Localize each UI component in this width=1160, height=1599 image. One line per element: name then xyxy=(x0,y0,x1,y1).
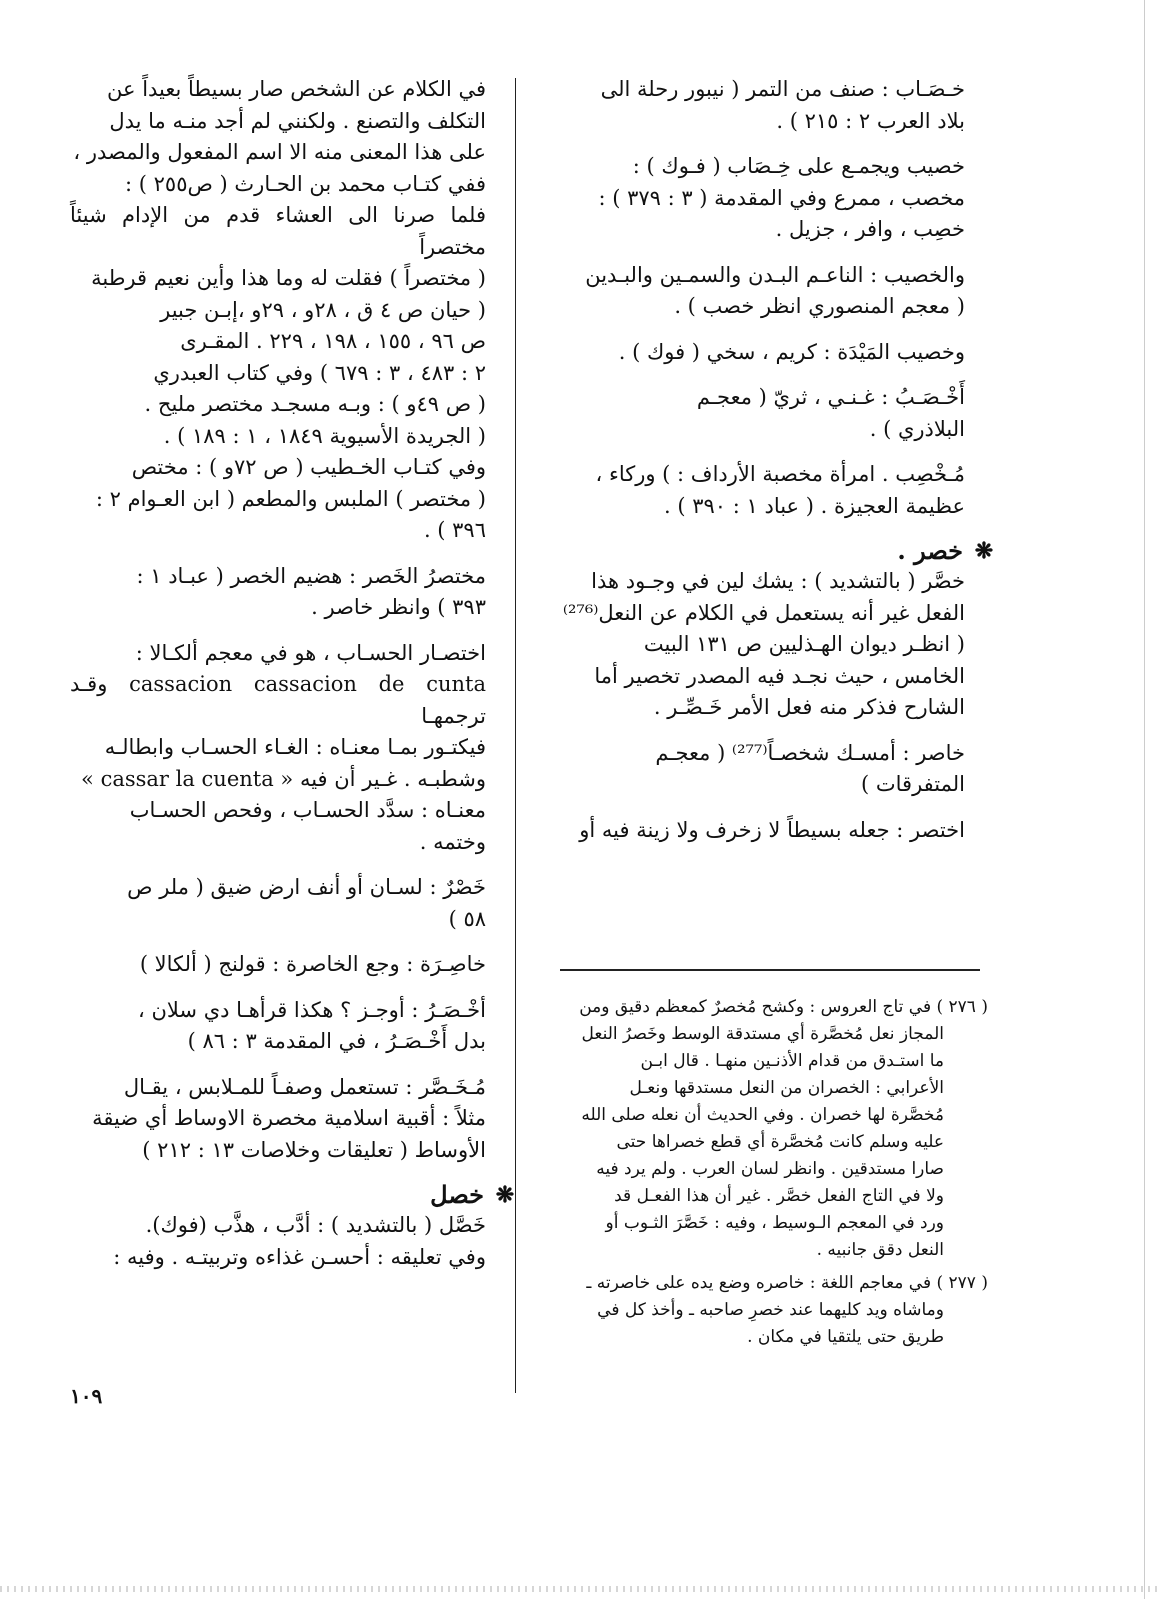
footnote-line: وماشاه ويد كليهما عند خصرِ صاحبه ـ وأخذ كل في xyxy=(597,1300,944,1320)
text-line: ٥٨ ) xyxy=(448,906,486,931)
text-line: خصيب ويجمـع على خِـصَاب ( فـوك ) : xyxy=(632,154,965,178)
text-line: بلاد العرب ۲ : ٢١٥ ) . xyxy=(776,108,965,133)
text-line: خَصْرٌ : لسـان أو أنف ارض ضيق ( ملر ص xyxy=(127,875,486,899)
text-line: الخامس ، حيث نجـد فيه المصدر تخصير أما xyxy=(594,663,965,688)
text-line: خاصر : أمسـك شخصـاً⁽²⁷⁷⁾ ( معجـم xyxy=(655,740,965,765)
footnote-line xyxy=(540,994,988,1021)
text-line: في الكلام عن الشخص صار بسيطاً بعيداً عن xyxy=(107,77,486,101)
text-line: ٣٩٣ ) وانظر خاصر . xyxy=(311,595,486,619)
footnote-number: ( ٢٧٧ ) xyxy=(936,1273,988,1293)
text-line: فيكتـور بمـا معنـاه : الغـاء الحسـاب وابطالـه xyxy=(104,735,486,759)
footnote-line: ما استـدق من قدام الأذنـين منهـا . قال ابـن xyxy=(640,1051,944,1071)
entry-khasib-almayda xyxy=(545,337,965,369)
footnote-line: طريق حتى يلتقيا في مكان . xyxy=(747,1327,944,1347)
text-line: وختمه . xyxy=(419,829,486,854)
text-line: فلما صرنا الى العشاء قدم من الإدام شيئاً مختصراً xyxy=(70,203,486,259)
entry-khasib xyxy=(545,151,965,246)
right-column xyxy=(545,74,994,860)
text-line: مخصب ، ممرع وفي المقدمة ( ٣ : ٣٧٩ ) : xyxy=(598,185,965,210)
section-title: خصل xyxy=(430,1180,484,1209)
text-line: خصَّر ( بالتشديد ) : يشك لين في وجـود هذا xyxy=(591,569,965,593)
footnote-text: في معاجم اللغة : خاصره وضع يده على خاصرته ـ xyxy=(586,1273,932,1293)
page-edge-line xyxy=(1144,0,1145,1599)
text-line: على هذا المعنى منه الا اسم المفعول والمصدر ، xyxy=(73,140,486,164)
scan-bottom-edge xyxy=(0,1586,1160,1592)
text-line: مثلاً : أقبية اسلامية مخصرة الاوساط أي ضيقة xyxy=(92,1106,486,1130)
entry-mukhsib xyxy=(545,459,965,522)
text-line: البلاذري ) . xyxy=(869,416,965,441)
entry-mukhassar xyxy=(70,1072,486,1167)
footnote-line: ولا في التاج الفعل خصَّر . غير أن هذا الفعـل قد xyxy=(614,1186,944,1206)
text-line: cassacion cassacion de cunta وقـد ترجمهـا xyxy=(70,672,486,728)
footnote-line: النعل دقق جانبيه . xyxy=(816,1240,944,1260)
text-line: خاصِـرَة : وجع الخاصرة : قولنج ( ألكالا ) xyxy=(139,952,486,976)
text-line: الشارح فذكر منه فعل الأمر خَـصِّـر . xyxy=(653,695,965,719)
footnote-text: في تاج العروس : وكشح مُخصرٌ كمعظم دقيق ومن xyxy=(579,997,932,1017)
entry-khisab xyxy=(545,74,965,137)
text-line: خَصَّل ( بالتشديد ) : أدَّب ، هذَّب (فوك). xyxy=(145,1213,486,1237)
text-line: ٢ : ٤٨٣ ، ٣ : ٦٧٩ ) وفي كتاب العبدري xyxy=(153,360,486,385)
footnote-line xyxy=(540,1270,988,1297)
section-heading-khasal xyxy=(70,1180,515,1210)
entry-khasar xyxy=(545,738,965,801)
footnote-line: عليه وسلم كانت مُخصَّرة أي قطع خصراها حتى xyxy=(616,1132,944,1152)
text-line: خـصَـاب : صنف من التمر ( نيبور رحلة الى xyxy=(600,77,965,101)
footnote-line: الأعرابي : الخصران من النعل مستدقها ونعـل xyxy=(629,1078,944,1098)
entry-ikhtasar-continued xyxy=(70,74,486,547)
text-line: ( حيان ص ٤ ق ، ٢٨و ، ٢٩و ،إبـن جبير xyxy=(160,297,486,322)
text-line: وفي تعليقه : أحسـن غذاءه وتربيتـه . وفيه : xyxy=(113,1244,486,1269)
text-line: مُـخَـصَّر : تستعمل وصفـاً للمـلابس ، يقـال xyxy=(123,1074,486,1099)
text-line: اختصر : جعله بسيطاً لا زخرف ولا زينة فيه أو xyxy=(579,817,965,842)
text-line: ( معجم المنصوري انظر خصب ) . xyxy=(674,294,965,318)
entry-mukhtasar-alkhasr xyxy=(70,561,486,624)
page-number: ١٠٩ xyxy=(70,1384,103,1408)
text-line: ففي كتـاب محمد بن الحـارث ( ص٢٥٥ ) : xyxy=(125,171,486,196)
text-line: خصِب ، وافر ، جزيل . xyxy=(775,217,965,241)
entry-khasira xyxy=(70,949,486,981)
left-column xyxy=(70,74,515,1287)
entry-khassar xyxy=(545,566,965,724)
text-line: ( مختصراً ) فقلت له وما هذا وأين نعيم قرطبة xyxy=(91,266,486,290)
footnote-number: ( ٢٧٦ ) xyxy=(936,997,988,1017)
entry-akhsar xyxy=(70,995,486,1058)
text-line: معنـاه : سدَّد الحسـاب ، وفحص الحسـاب xyxy=(129,798,486,822)
text-line: مختصرُ الخَصر : هضيم الخصر ( عبـاد ١ : xyxy=(136,563,486,588)
text-line: وشطبـه . غـير أن فيه « cassar la cuenta » xyxy=(81,766,486,791)
entry-ikhtasar xyxy=(545,815,965,847)
text-line: أَخْـصَـبُ : غـنـي ، ثريّ ( معجـم xyxy=(696,385,965,409)
footnote-276 xyxy=(540,994,988,1264)
asterism-icon: ❋ xyxy=(974,538,994,564)
entry-al-khasib xyxy=(545,260,965,323)
entry-khassal xyxy=(70,1210,486,1273)
text-line: التكلف والتصنع . ولكنني لم أجد منـه ما يدل xyxy=(109,108,486,133)
text-line: ص ٩٦ ، ١٥٥ ، ١٩٨ ، ٢٢٩ . المقـرى xyxy=(180,329,486,353)
text-line: المتفرقات ) xyxy=(861,772,965,796)
section-heading-khasar xyxy=(545,536,994,566)
text-line: الفعل غير أنه يستعمل في الكلام عن النعل⁽²⁷⁶⁾ xyxy=(562,600,965,625)
footnote-line: مُخصَّرة لها خصران . وفي الحديث أن نعله صلى الله xyxy=(581,1105,944,1125)
footnote-separator xyxy=(560,969,980,971)
footnote-line: ورد في المعجم الـوسيط ، وفيه : خَصَّرَ الثـوب أو xyxy=(605,1213,944,1233)
footnote-line: المجاز نعل مُخصَّرة أي مستدقة الوسط وخَصرُ النعل xyxy=(581,1024,944,1044)
text-line: ( ص ٤٩و ) : وبـه مسجـد مختصر مليح . xyxy=(144,392,486,416)
footnote-line: صارا مستدقين . وانظر لسان العرب . ولم يرد فيه xyxy=(596,1159,944,1179)
text-line: ( الجريدة الأسيوية ١٨٤٩ ، ١ : ١٨٩ ) . xyxy=(163,423,486,448)
text-line: مُـخْصِب . امرأة مخصبة الأرداف : ) وركاء ، xyxy=(595,462,965,486)
entry-khasr xyxy=(70,872,486,935)
text-line: والخصيب : الناعـم البـدن والسمـين والبـدين xyxy=(585,262,965,287)
entry-akhsab xyxy=(545,382,965,445)
text-line: الأوساط ( تعليقات وخلاصات ١٣ : ٢١٢ ) xyxy=(142,1137,486,1162)
section-title: خصر . xyxy=(897,536,963,565)
text-line: ( مختصر ) الملبس والمطعم ( ابن العـوام ٢ : xyxy=(95,486,486,511)
text-line: وفي كتـاب الخـطيب ( ص ٧٢و ) : مختص xyxy=(131,455,486,479)
text-line: بدل أَخْـصَـرُ ، في المقدمة ٣ : ٨٦ ) xyxy=(187,1029,486,1053)
text-line: ( انظـر ديوان الهـذليين ص ١٣١ البيت xyxy=(643,632,965,656)
footnotes xyxy=(540,994,988,1357)
text-line: اختصـار الحسـاب ، هو في معجم ألكـالا : xyxy=(135,640,486,665)
entry-ikhtisar-alhisab xyxy=(70,638,486,859)
text-line: أخْـصَـرُ : أوجـز ؟ هكذا قرأهـا دي سلان ، xyxy=(138,997,486,1022)
asterism-icon: ❋ xyxy=(495,1182,515,1208)
text-line: عظيمة العجيزة . ( عباد ١ : ٣٩٠ ) . xyxy=(664,493,965,518)
text-line: وخصيب المَيْدَة : كريم ، سخي ( فوك ) . xyxy=(618,339,965,364)
text-line: ٣٩٦ ) . xyxy=(423,518,486,542)
footnote-277 xyxy=(540,1270,988,1351)
